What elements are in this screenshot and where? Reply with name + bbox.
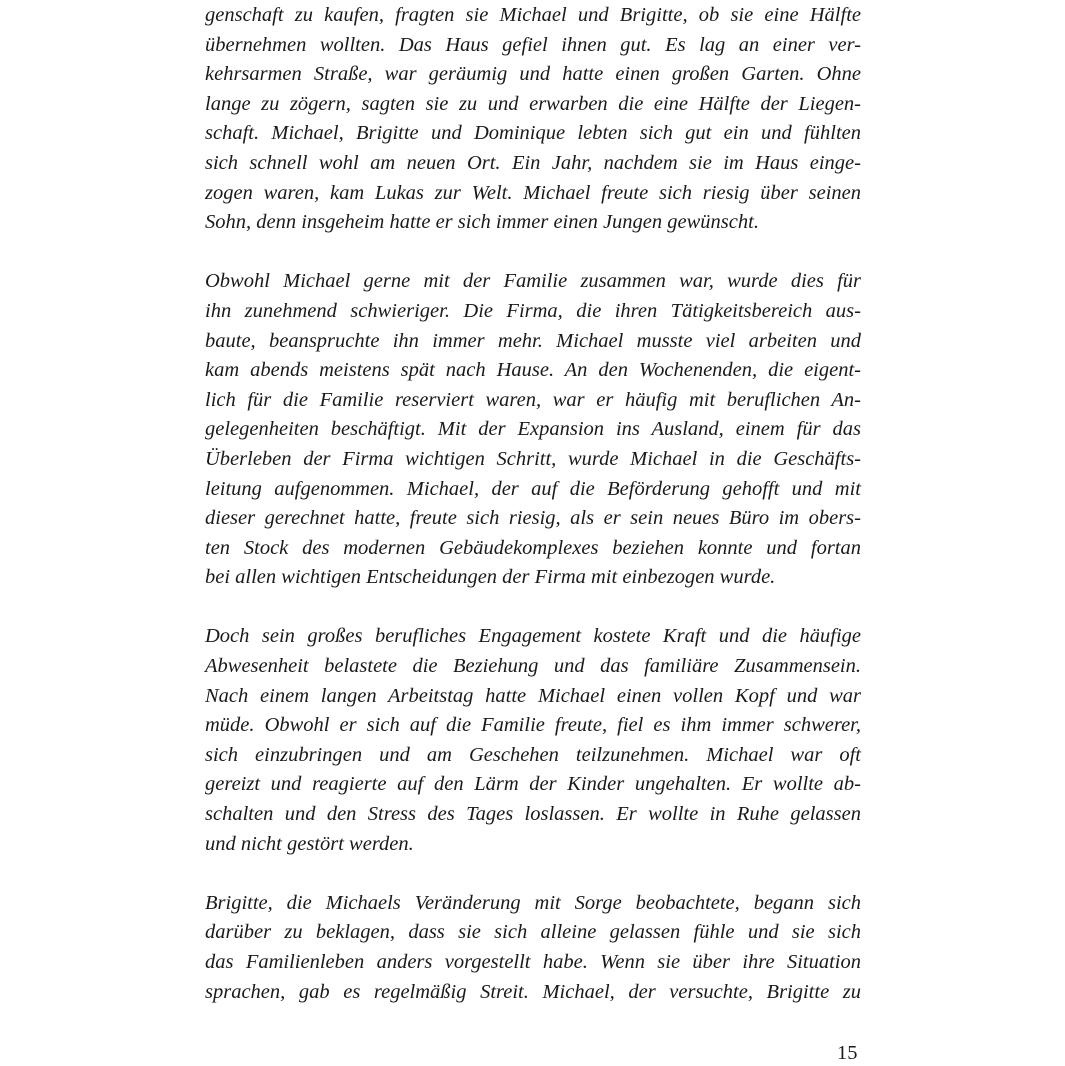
paragraph-3 — [205, 622, 861, 859]
text-line: sprachen, gab es regelmäßig Streit. Michael, der versuchte, Brigitte zu — [205, 980, 861, 1003]
paragraph-2 — [205, 267, 861, 593]
text-line: gereizt und reagierte auf den Lärm der Kinder ungehalten. Er wollte ab- — [205, 773, 861, 796]
paragraph-gap — [205, 859, 861, 889]
text-line: Nach einem langen Arbeitstag hatte Michael einen vollen Kopf und war — [205, 684, 861, 707]
text-line: baute, beanspruchte ihn immer mehr. Michael musste viel arbeiten und — [205, 329, 861, 352]
text-line: müde. Obwohl er sich auf die Familie freute, fiel es ihm immer schwerer, — [205, 714, 861, 737]
text-line: zogen waren, kam Lukas zur Welt. Michael freute sich riesig über seinen — [205, 181, 861, 204]
page-number: 15 — [837, 1042, 858, 1064]
text-line: lange zu zögern, sagten sie zu und erwarben die eine Hälfte der Liegen- — [205, 92, 861, 115]
text-line: sich schnell wohl am neuen Ort. Ein Jahr, nachdem sie im Haus einge- — [205, 151, 861, 174]
text-line: und nicht gestört werden. — [205, 832, 414, 855]
text-line: kam abends meistens spät nach Hause. An den Wochenenden, die eigent- — [205, 359, 861, 382]
text-line: sich einzubringen und am Geschehen teilzunehmen. Michael war oft — [205, 743, 861, 766]
text-line: genschaft zu kaufen, fragten sie Michael und Brigitte, ob sie eine Hälfte — [205, 4, 861, 26]
text-line: das Familienleben anders vorgestellt habe. Wenn sie über ihre Situation — [205, 951, 861, 973]
text-line: dieser gerechnet hatte, freute sich riesig, als er sein neues Büro im obers- — [205, 507, 861, 530]
paragraph-gap — [205, 238, 861, 268]
body-text — [205, 1, 861, 1007]
text-line: Doch sein großes berufliches Engagement kostete Kraft und die häufige — [205, 625, 861, 648]
text-line: übernehmen wollten. Das Haus gefiel ihnen gut. Es lag an einer ver- — [205, 33, 861, 56]
text-line: lich für die Familie reserviert waren, war er häufig mit beruflichen An- — [205, 388, 861, 411]
text-line: ten Stock des modernen Gebäudekomplexes beziehen konnte und fortan — [205, 536, 861, 559]
text-line: bei allen wichtigen Entscheidungen der Firma mit einbezogen wurde. — [205, 566, 776, 589]
text-line: Sohn, denn insgeheim hatte er sich immer einen Jungen gewünscht. — [205, 211, 759, 234]
text-line: schaft. Michael, Brigitte und Dominique lebten sich gut ein und fühlten — [205, 122, 861, 145]
paragraph-1 — [205, 1, 861, 238]
text-line: Brigitte, die Michaels Veränderung mit Sorge beobachtete, begann sich — [205, 891, 861, 914]
text-line: darüber zu beklagen, dass sie sich alleine gelassen fühle und sie sich — [205, 921, 861, 944]
text-line: leitung aufgenommen. Michael, der auf die Beförderung gehofft und mit — [205, 477, 861, 500]
text-line: schalten und den Stress des Tages loslassen. Er wollte in Ruhe gelassen — [205, 803, 861, 826]
text-line: ihn zunehmend schwieriger. Die Firma, die ihren Tätigkeitsbereich aus- — [205, 299, 861, 322]
text-line: gelegenheiten beschäftigt. Mit der Expansion ins Ausland, einem für das — [205, 418, 861, 441]
text-line: Obwohl Michael gerne mit der Familie zusammen war, wurde dies für — [205, 270, 861, 293]
paragraph-4 — [205, 889, 861, 1007]
text-line: Überleben der Firma wichtigen Schritt, wurde Michael in die Geschäfts- — [205, 447, 861, 470]
text-line: Abwesenheit belastete die Beziehung und das familiäre Zusammensein. — [205, 655, 861, 678]
text-line: kehrsarmen Straße, war geräumig und hatte einen großen Garten. Ohne — [205, 63, 861, 86]
paragraph-gap — [205, 593, 861, 623]
